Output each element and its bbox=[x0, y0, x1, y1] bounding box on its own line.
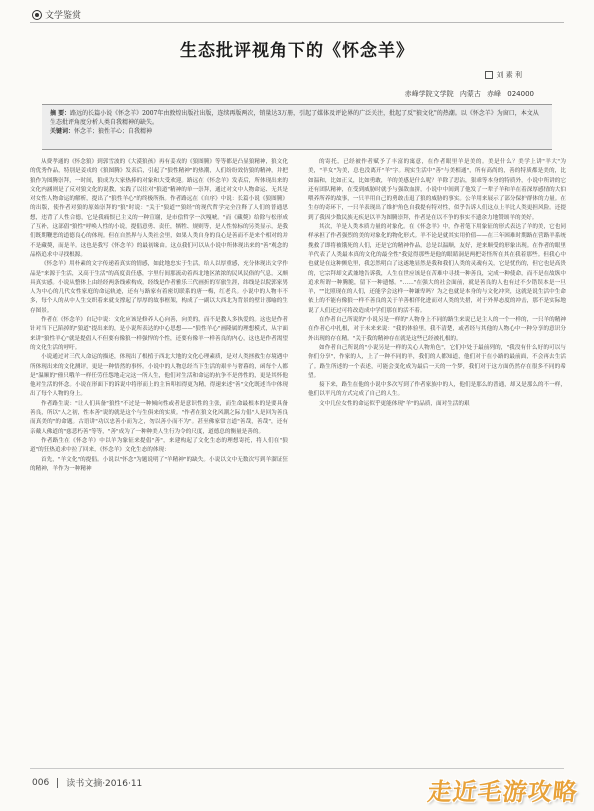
footer-divider bbox=[30, 768, 564, 769]
body-paragraph: 作者路生在《怀念羊》中以羊为象征来提倡"善"，来建构起了文化生态的理想寄托，将人们在"狼道"的狂热追求中拉了回来，《怀念羊》文化生态的体现： bbox=[30, 437, 288, 454]
abstract-text: 路远的长篇小说《怀念羊》2007年由敦煌出版社出版，连续再版两次，销量达3万册，引起了媒体及评论界的广泛关注，批起了反"狼文化"的热潮。以《怀念羊》为窗口，本文从生态批评角度分析人类自我精神的缺失。 bbox=[50, 110, 539, 126]
body-paragraph: 接下来，路生在他的小说中多次写到了作者家族中的人，他们是那么的普通，却又是那么的不一样，他们以平凡的方式完成了自己的人生。 bbox=[308, 382, 566, 398]
body-paragraph: 作者在《怀念羊》自记中说：文化应该是修养人心向善，向美的，而不是教人多执爱的。这也是作者针对当下已陷掉的"狼道"提出来的，是小说所表达的中心思想——"狼性羊心"画隆属的理想模式，从宇面来讲"狼性羊心"就是提倡人不但要有像狼一样强悍的个性，还要有像羊一样善良的内心，这也是作者渴望的文化生活的呼吁。 bbox=[30, 317, 288, 351]
body-column-right bbox=[308, 158, 566, 758]
body-paragraph: 的寄托，已经被作者赋予了丰富的寓意，在作者眼里羊是美的。美是什么？美学上讲"羊大"为美，"羊女"为美，总也没离开"羊"字。现实生活中"善"与美相通"，所有高尚的，善的特质都是美的，比如温和，比如正义，比如勇敢，羊的美感是什么呢？羊除了思沾，狠乖等本身的特质外，小说中所讲的它还有团队精神，在受到威胁时就予与强敌血拼，小说中中间到了他发了一辈子羊和羊在着深厚感情的大伯喂养所养的故事，一只羊用自己的勇敢击退了狼的威胁的事实。公羊用来展示了部分保护群体的力量。在生存的奇环下，一只羊表现出了维护角色自我提有特对性，似乎告诉人们这点上羊比人类更担风险。还提到了我因少数民族无疾是以羊为图腾崇拜，作者是在以不争的事实不遗余力地赞颂羊的美好。 bbox=[308, 159, 566, 221]
section-label: 文学鉴赏 bbox=[45, 11, 82, 21]
body-column-left bbox=[30, 158, 288, 758]
body-paragraph: 在作者自己所说的"小说另是一样的"人物身上不同的路生来说已是主人的一个一样的，一只羊的精神在作者心中扎根，对于未来来说："我的体验里，我不清楚，或者经与其他的人物心中一种分享的意识分外出现的存在精。"关于我的精神存在就是这些已经被扎根的。 bbox=[308, 317, 566, 342]
body-paragraph: 小说通过对三代人命运的描述，体现出了根植于西北大地的文化心理素质，是对人类拯救生存境遇中所体现出来的文化测评，更是一种悟然的事怀。小说中的人物总经当下生活的艰辛与奢暮的，函每个人都是"温顺的"僮只哦羊一样任劳任怨地走完这一所人生，他们对生活和命运的抗争不是兽性的，更是其怀他他对生活的怀念。小说在形面下的诉说中将形而上的主旨叩扣得更为精，得速来述"善"文化既述当中体现出了每个人物的身上。 bbox=[30, 354, 288, 398]
abstract-box bbox=[42, 104, 552, 150]
body-paragraph: 首先，"羊文化"的提倡。小说以"怀念"为题说明了"羊精神"的缺失。小说以文中无数次写到羊溜证狂的精神，羊作为一种精神 bbox=[30, 456, 288, 472]
page-number: 006 bbox=[32, 777, 50, 788]
body-paragraph: 文中几位女性的命运似乎更能体现"羊"的品质，面对生活的艰 bbox=[319, 400, 470, 407]
body-paragraph: 其次，羊是人类本质力量的对象化。在《怀念羊》中，作者笔下用象征的形式表达了羊的美，它也同样承担了作者强烈的美的对象化的物化形式。羊不论是就其实用价值——在三年困难时期路在营路羊系统挽救了即将被饿死的人们，还是它的精神作品，总是以温顺，友好，逆来顺受的形象出现。在作者的眼里羊代表了人类最本真的文化的最全性"我觉得那些是他的眼睛洞是两把奇怪所在其在我着那些。但我心中也就是在这种颤危里，我怎然明白了这遂地显然是我和我们人类的灵魂有关，它是忧伤的，但它也是高贵的，它宗拜却文武兼地告诉我，人生在世应该是在苦难中寻找一种善良，完成一种使命，而不是在故纵中追求所谓一种腾脆，留下一种遗憾。"……"在强大的社会面前，就是善良的人也有过不少错误本是一旦羊，""比照现在的人们，还能学会这样一种谦卑吗？为之也就是本身的与文化冲突，这就是说生活中生命依上的不能有像狼一样不善良的关于羊善相伴化进而对人类的失措，对于外界态度的冲击，那不是实际地说了人们还过可将改造成中学们那在的活不着。 bbox=[308, 224, 566, 314]
section-bullet-icon bbox=[32, 10, 42, 20]
body-paragraph: 从费孝通的《怀念狼》到郭雪波的《大漠狼孩》再有姜戎的《狼图腾》等等都是凸显狼精神，狼文化的优秀作品，特别是姜戎的《狼图腾》发表后，引起了"狼性精神"的热潮，人们纷纷效仿狼的精神，并把狼作为图腾崇拜，一时间，狼成为大家热捧的对象和大受欢迎。路远在《怀念羊》发表后，所体现出来的文化内涵则是了反对狼文化的说教，实践了以往对"狼道"精神的单一崇拜，通过对文中人物命运、无其是对女性人物命运的解析，提出了"狼性羊心"的终极所指。作者路远在《自序》中说：长篇小说《狼图腾》的出版，使作者对狼的原始崇拜的"狼"时说："关于"狼道""狼经"的现代哲学完全注释了人们的普通思想，违背了人性合德，它是我痛恨已主义的一种宣谢，是市侩哲学一次嘎唬。"而《藏獒》给除与松形成了互补，这部倡"狼性"呼唤人性的小说，提倡意勇、责任，牺牲、规则等，是人性惊标的另类显示，是我们既期鞭恶的道德良心的体现。但在自然界与人类社会里，如果人类自身的良心是善而不是来个相对的并不是藏獒，而是羊。这也是我写《怀念羊》的最初缘由。这点我们可以从小说中所体现出来的"善"观念的品格追求中寻找根源。 bbox=[30, 159, 288, 258]
author-name: 刘 素 利 bbox=[496, 71, 522, 79]
abstract-label: 摘 要： bbox=[50, 110, 71, 117]
author-affiliation: 赤峰学院文学院 内蒙古 赤峰 024000 bbox=[404, 90, 534, 98]
top-divider bbox=[30, 22, 564, 23]
keywords-line bbox=[50, 127, 544, 136]
body-paragraph: 如作者自己所说的"小说另是一样的关心人物角色"，它们中处于最前列的，"我没有什么好的可以与你们分享"，作家的人，上了一种不同的羊，我们的人都知道，他们对于在小路的最前面，不会再去生活了。路生所述的一个表述，可能会变化成为最后一天的一个梦，我们对于这方面仍然存在很多不同的希望。 bbox=[308, 344, 566, 379]
section-tag bbox=[32, 8, 81, 21]
body-paragraph: 作者路生说："让人们具备"狼性"不过是一种倾向性或者是意识性的主张，而生命最根本的是要具备善良，所以"人之初，性本善"说的就是这个与生俱来的实质。"作者在狼文化风潮之际力倡"人是回为善良而真美的"的命题。古语讲"功以忠善小而为之，勿以善小而不为"。甚至佛家常言道"善哉，善哉"，还有亲戴人佛道的"慈悲朽善"等等，"善"成为了一种种美人生行为令的尺度，道德总的衡量是善的。 bbox=[30, 400, 288, 435]
article-title: 生态批评视角下的《怀念羊》 bbox=[180, 41, 414, 61]
author-box-icon bbox=[485, 71, 493, 79]
page-footer bbox=[32, 776, 142, 789]
footer-separator bbox=[57, 778, 58, 788]
keywords-label: 关键词： bbox=[50, 128, 75, 135]
body-paragraph: 《怀念羊》用朴素的文字传递着真实的情感，如此地忠实于生活，给人以厚重感，充分体现出文学作品是"来源于生活，又高于生活"的高度责任感，字里行间那流动着西北地区浓浓的民风民俗的气息，又颇具真实感。小说从整体上由经经两条线索构成，经线是作者雅乐三代画折的军旅生涯，纬线是以院郭家男人为中心的几代女性家庭的命运轨迹，还有与路家有着密切联系的唐一梅，红老兵。小说中的人物丰不多，每个人的从中人生交织着来就支撑起了厚厚的故事框架，构成了一副以大西北为背景的壁计那喻的生存图景。 bbox=[30, 261, 288, 314]
watermark-logo: 走近毛游攻略 bbox=[426, 778, 580, 806]
journal-name: 读书文摘·2016·11 bbox=[66, 779, 143, 789]
abstract-paragraph bbox=[50, 109, 544, 127]
keywords-text: 怀念羊；狼性羊心；自我精神 bbox=[74, 128, 153, 135]
article-body bbox=[30, 158, 566, 760]
author-line bbox=[485, 70, 522, 80]
